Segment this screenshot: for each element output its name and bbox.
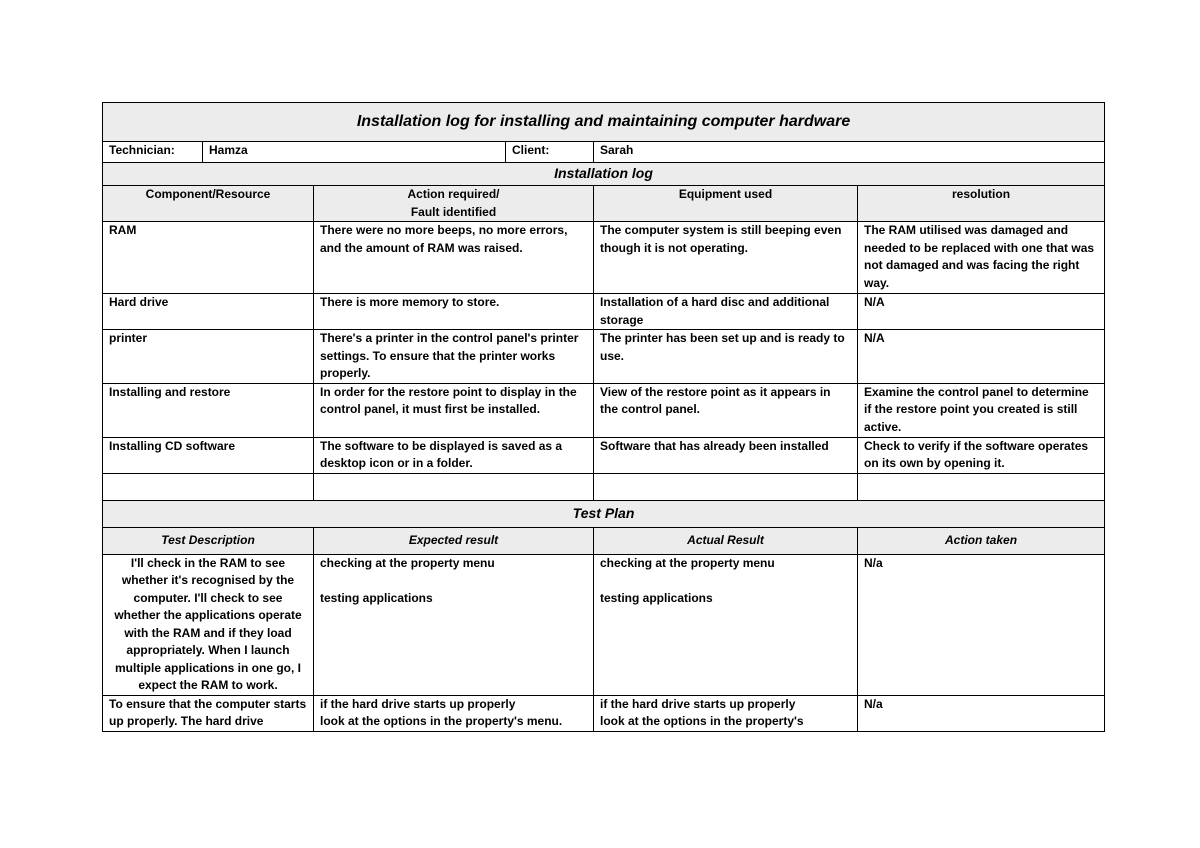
header-expected-result: Expected result	[314, 527, 594, 554]
install-row-restore	[103, 383, 1105, 437]
test-actual	[594, 554, 858, 695]
actual-line: checking at the property menu	[600, 555, 775, 570]
header-action-line2: Fault identified	[410, 204, 497, 219]
document-title: Installation log for installing and maintaining computer hardware	[103, 103, 1105, 142]
header-action-taken: Action taken	[858, 527, 1105, 554]
test-plan-heading: Test Plan	[103, 500, 1105, 527]
install-resolution: N/A	[858, 294, 1105, 330]
expected-line: testing applications	[320, 590, 433, 605]
test-actual	[594, 695, 858, 731]
install-resolution: Check to verify if the software operates on its own by opening it.	[858, 437, 1105, 473]
header-component: Component/Resource	[103, 186, 314, 222]
install-row-hard-drive	[103, 294, 1105, 330]
test-expected	[314, 554, 594, 695]
expected-line: look at the options in the property's menu.	[320, 714, 563, 728]
install-component: RAM	[103, 222, 314, 294]
expected-line: if the hard drive starts up properly	[320, 696, 516, 711]
empty-cell	[858, 473, 1105, 500]
test-expected	[314, 695, 594, 731]
installation-log-heading: Installation log	[103, 163, 1105, 186]
test-action: N/a	[858, 554, 1105, 695]
install-resolution: N/A	[858, 330, 1105, 384]
install-row-ram	[103, 222, 1105, 294]
install-row-printer	[103, 330, 1105, 384]
install-equipment: Installation of a hard disc and additional storage	[594, 294, 858, 330]
header-equipment: Equipment used	[594, 186, 858, 222]
install-resolution: Examine the control panel to determine if the restore point you created is still active.	[858, 383, 1105, 437]
test-row-ram	[103, 554, 1105, 695]
install-equipment: The printer has been set up and is ready to use.	[594, 330, 858, 384]
client-value: Sarah	[594, 142, 1105, 163]
install-action: There's a printer in the control panel's printer settings. To ensure that the printer works properly.	[314, 330, 594, 384]
header-action-line1: Action required/	[407, 187, 500, 201]
empty-cell	[314, 473, 594, 500]
header-actual-result: Actual Result	[594, 527, 858, 554]
expected-line: checking at the property menu	[320, 555, 495, 570]
install-row-empty	[103, 473, 1105, 500]
header-action-required	[314, 186, 594, 222]
client-label: Client:	[506, 142, 594, 163]
install-equipment: Software that has already been installed	[594, 437, 858, 473]
header-test-description: Test Description	[103, 527, 314, 554]
actual-line: if the hard drive starts up properly	[600, 696, 796, 711]
test-description: I'll check in the RAM to see whether it's recognised by the computer. I'll check to see whether the applications operate with the RAM and if they load appropriately. When I launch multiple applications in one go, I expect the RAM to work.	[103, 554, 314, 695]
install-equipment: View of the restore point as it appears in the control panel.	[594, 383, 858, 437]
empty-cell	[103, 473, 314, 500]
header-resolution: resolution	[858, 186, 1105, 222]
test-action: N/a	[858, 695, 1105, 731]
install-equipment: The computer system is still beeping even though it is not operating.	[594, 222, 858, 294]
install-action: There is more memory to store.	[314, 294, 594, 330]
actual-line: look at the options in the property's	[600, 714, 804, 728]
empty-cell	[594, 473, 858, 500]
install-action: In order for the restore point to display in the control panel, it must first be installed.	[314, 383, 594, 437]
install-resolution: The RAM utilised was damaged and needed to be replaced with one that was not damaged and was facing the right way.	[858, 222, 1105, 294]
test-description: To ensure that the computer starts up properly. The hard drive	[103, 695, 314, 731]
test-row-hard-drive	[103, 695, 1105, 731]
actual-line: testing applications	[600, 590, 713, 605]
install-row-cd-software	[103, 437, 1105, 473]
install-component: Installing CD software	[103, 437, 314, 473]
install-component: Installing and restore	[103, 383, 314, 437]
install-component: printer	[103, 330, 314, 384]
install-action: There were no more beeps, no more errors, and the amount of RAM was raised.	[314, 222, 594, 294]
install-action: The software to be displayed is saved as a desktop icon or in a folder.	[314, 437, 594, 473]
install-component: Hard drive	[103, 294, 314, 330]
installation-log-table	[102, 102, 1105, 732]
technician-label: Technician:	[103, 142, 203, 163]
technician-value: Hamza	[203, 142, 506, 163]
